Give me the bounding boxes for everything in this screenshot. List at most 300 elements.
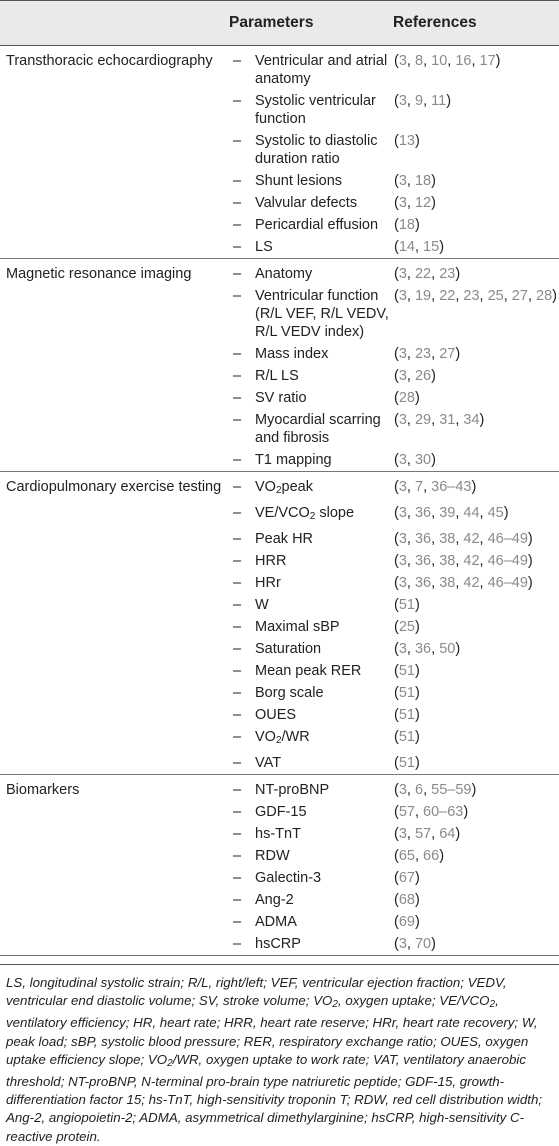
references-cell: (25) bbox=[394, 619, 420, 635]
parameter-label: Peak HR bbox=[255, 531, 314, 547]
dash-marker: – bbox=[233, 663, 242, 679]
footnote-divider bbox=[0, 964, 559, 965]
parameter-cell bbox=[225, 726, 390, 752]
table-row bbox=[0, 616, 559, 638]
reference-link[interactable]: 27 bbox=[439, 346, 456, 362]
references-cell: (68) bbox=[394, 892, 420, 908]
references-cell: (3, 7, 36–43) bbox=[394, 479, 477, 495]
parameter-label: Ventricular and atrial anatomy bbox=[255, 53, 388, 87]
parameter-label: Borg scale bbox=[255, 685, 324, 701]
parameter-label: T1 mapping bbox=[255, 452, 332, 468]
references-cell: (51) bbox=[394, 707, 420, 723]
parameter-cell bbox=[225, 214, 390, 236]
parameter-cell bbox=[225, 594, 390, 616]
parameter-label: LS bbox=[255, 239, 273, 255]
category-cell bbox=[0, 845, 225, 867]
dash-marker: – bbox=[233, 685, 242, 701]
references-cell: (3, 36, 38, 42, 46–49) bbox=[394, 575, 533, 591]
reference-link[interactable]: 3 bbox=[398, 412, 407, 428]
parameter-cell bbox=[225, 192, 390, 214]
reference-link[interactable]: 13 bbox=[398, 133, 415, 149]
section-2 bbox=[0, 472, 559, 775]
dash-marker: – bbox=[233, 173, 242, 189]
dash-marker: – bbox=[233, 641, 242, 657]
reference-link[interactable]: 36 bbox=[414, 641, 432, 657]
dash-marker: – bbox=[233, 452, 242, 468]
table-row bbox=[0, 867, 559, 889]
category-cell bbox=[0, 660, 225, 682]
dash-marker: – bbox=[233, 53, 242, 69]
table-row bbox=[0, 236, 559, 259]
reference-link[interactable]: 65 bbox=[398, 848, 415, 864]
dash-marker: – bbox=[233, 826, 242, 842]
parameter-label: hs-TnT bbox=[255, 826, 301, 842]
table-row bbox=[0, 170, 559, 192]
reference-link[interactable]: 23 bbox=[439, 266, 456, 282]
parameter-label: Saturation bbox=[255, 641, 322, 657]
reference-link[interactable]: 60–63 bbox=[423, 804, 464, 820]
reference-link[interactable]: 25 bbox=[398, 619, 415, 635]
reference-link[interactable]: 57 bbox=[398, 804, 415, 820]
table-row bbox=[0, 660, 559, 682]
references-cell: (51) bbox=[390, 752, 559, 775]
references-cell: (69) bbox=[394, 914, 420, 930]
references-cell: (67) bbox=[394, 870, 420, 886]
reference-link[interactable]: 18 bbox=[414, 173, 432, 189]
dash-marker: – bbox=[233, 892, 242, 908]
reference-link[interactable]: 27 bbox=[511, 288, 528, 304]
table-row bbox=[0, 704, 559, 726]
reference-link[interactable]: 3 bbox=[398, 53, 407, 69]
parameter-cell bbox=[225, 823, 390, 845]
reference-link[interactable]: 42 bbox=[463, 553, 480, 569]
category-cell bbox=[0, 572, 225, 594]
reference-link[interactable]: 51 bbox=[398, 663, 415, 679]
category-cell bbox=[0, 867, 225, 889]
references-cell: (65, 66) bbox=[394, 848, 445, 864]
reference-link[interactable]: 3 bbox=[398, 93, 407, 109]
reference-link[interactable]: 36 bbox=[414, 553, 432, 569]
reference-link[interactable]: 3 bbox=[398, 531, 407, 547]
table-footnote: LS, longitudinal systolic strain; R/L, right/left; VEF, ventricular ejection fraction; VEDV, ventricular end diastolic volume; SV, stroke volume; $VO_2$, oxygen uptake; $VE/VCO_2$, ventilatory efficiency; HR, heart rate; HRR, heart rate reserve; HRr, heart rate recovery; W, peak load; sBP, systolic blood pressure; RER, respiratory exchange ratio; OUES, oxygen uptake efficiency slope; $VO_2/WR$, oxygen uptake to work rate; VAT, ventilatory anaerobic threshold; NT-proBNP, N-terminal pro-brain type natriuretic peptide; GDF-15, growth-differentiation factor 15; hs-TnT, high-sensitivity troponin T; RDW, red cell distribution width; Ang-2, angiopoietin-2; ADMA, asymmetrical dimethylarginine; hsCRP, high-sensitivity C-reactive protein. bbox=[6, 975, 543, 1144]
references-cell: (3, 70) bbox=[390, 933, 559, 956]
reference-link[interactable]: 31 bbox=[439, 412, 456, 428]
references-cell: (28) bbox=[394, 390, 420, 406]
category-cell bbox=[0, 726, 225, 752]
dash-marker: – bbox=[233, 936, 242, 952]
dash-marker: – bbox=[233, 870, 242, 886]
category-cell: Transthoracic echocardiography bbox=[6, 53, 213, 69]
parameter-label: VAT bbox=[255, 755, 282, 771]
reference-link[interactable]: 44 bbox=[463, 505, 480, 521]
reference-link[interactable]: 51 bbox=[398, 729, 415, 745]
dash-marker: – bbox=[233, 729, 242, 745]
references-cell: (51) bbox=[394, 597, 420, 613]
category-cell bbox=[0, 889, 225, 911]
table-row bbox=[0, 594, 559, 616]
parameter-label: GDF-15 bbox=[255, 804, 307, 820]
reference-link[interactable]: 8 bbox=[414, 53, 424, 69]
reference-link[interactable]: 26 bbox=[414, 368, 432, 384]
parameter-cell bbox=[225, 616, 390, 638]
reference-link[interactable]: 29 bbox=[414, 412, 432, 428]
parameter-label: Shunt lesions bbox=[255, 173, 343, 189]
reference-link[interactable]: 36 bbox=[414, 575, 432, 591]
references-cell: (3, 6, 55–59) bbox=[394, 782, 477, 798]
parameter-cell bbox=[225, 365, 390, 387]
table-row bbox=[0, 502, 559, 528]
table-row bbox=[0, 550, 559, 572]
table-row bbox=[0, 752, 559, 775]
table-row bbox=[0, 911, 559, 933]
reference-link[interactable]: 68 bbox=[398, 892, 415, 908]
category-cell bbox=[0, 933, 225, 956]
category-cell bbox=[0, 528, 225, 550]
category-cell bbox=[0, 365, 225, 387]
dash-marker: – bbox=[233, 93, 242, 109]
reference-link[interactable]: 3 bbox=[398, 195, 407, 211]
parameter-cell bbox=[225, 911, 390, 933]
table-row bbox=[0, 192, 559, 214]
references-cell: (3, 30) bbox=[390, 449, 559, 472]
references-cell: (3, 36, 39, 44, 45) bbox=[394, 505, 509, 521]
table-row bbox=[0, 90, 559, 130]
category-cell bbox=[0, 682, 225, 704]
category-cell bbox=[0, 236, 225, 259]
dash-marker: – bbox=[233, 848, 242, 864]
parameter-cell bbox=[225, 170, 390, 192]
reference-link[interactable]: 38 bbox=[439, 553, 456, 569]
table-row bbox=[0, 726, 559, 752]
reference-link[interactable]: 3 bbox=[398, 479, 407, 495]
parameter-cell bbox=[225, 572, 390, 594]
references-cell: (13) bbox=[394, 133, 420, 149]
reference-link[interactable]: 3 bbox=[398, 173, 407, 189]
reference-link[interactable]: 46–49 bbox=[487, 553, 528, 569]
reference-link[interactable]: 55–59 bbox=[431, 782, 472, 798]
dash-marker: – bbox=[233, 914, 242, 930]
dash-marker: – bbox=[233, 368, 242, 384]
reference-link[interactable]: 39 bbox=[439, 505, 456, 521]
parameter-label: Ventricular function (R/L VEF, R/L VEDV, R/L VEDV index) bbox=[255, 288, 389, 340]
reference-link[interactable]: 3 bbox=[398, 936, 407, 952]
table-row bbox=[0, 472, 559, 503]
table-row bbox=[0, 409, 559, 449]
reference-link[interactable]: 3 bbox=[398, 368, 407, 384]
parameter-label: $VO_2/WR$ bbox=[255, 729, 310, 746]
parameter-cell bbox=[225, 343, 390, 365]
reference-link[interactable]: 46–49 bbox=[487, 575, 528, 591]
parameter-cell bbox=[225, 46, 390, 91]
category-cell: Magnetic resonance imaging bbox=[6, 266, 192, 282]
references-cell: (3, 18) bbox=[394, 173, 436, 189]
parameter-label: ADMA bbox=[255, 914, 297, 930]
references-cell: (51) bbox=[394, 685, 420, 701]
references-cell: (18) bbox=[394, 217, 420, 233]
table-header bbox=[0, 1, 559, 46]
dash-marker: – bbox=[233, 553, 242, 569]
header-category bbox=[0, 1, 225, 46]
reference-link[interactable]: 19 bbox=[414, 288, 432, 304]
parameter-cell bbox=[225, 801, 390, 823]
table-row bbox=[0, 889, 559, 911]
reference-link[interactable]: 9 bbox=[414, 93, 424, 109]
dash-marker: – bbox=[233, 412, 242, 428]
references-cell: (3, 36, 50) bbox=[394, 641, 461, 657]
parameter-label: SV ratio bbox=[255, 390, 307, 406]
reference-link[interactable]: 66 bbox=[423, 848, 440, 864]
parameter-label: $VO_2peak$ bbox=[255, 479, 313, 496]
reference-link[interactable]: 23 bbox=[463, 288, 480, 304]
reference-link[interactable]: 51 bbox=[398, 685, 415, 701]
references-cell: (3, 36, 38, 42, 46–49) bbox=[394, 531, 533, 547]
parameter-cell bbox=[225, 752, 390, 775]
parameter-label: NT-proBNP bbox=[255, 782, 330, 798]
dash-marker: – bbox=[233, 390, 242, 406]
parameter-cell bbox=[225, 775, 390, 802]
reference-link[interactable]: 3 bbox=[398, 782, 407, 798]
reference-link[interactable]: 3 bbox=[398, 826, 407, 842]
reference-link[interactable]: 25 bbox=[487, 288, 504, 304]
parameter-cell bbox=[225, 550, 390, 572]
dash-marker: – bbox=[233, 597, 242, 613]
parameter-label: Myocardial scarring and fibrosis bbox=[255, 412, 381, 446]
header-references: References bbox=[390, 1, 559, 46]
category-cell bbox=[0, 550, 225, 572]
category-cell bbox=[0, 214, 225, 236]
references-cell: (3, 19, 22, 23, 25, 27, 28) bbox=[394, 288, 557, 304]
reference-link[interactable]: 14 bbox=[398, 239, 415, 255]
category-cell bbox=[0, 343, 225, 365]
reference-link[interactable]: 28 bbox=[398, 390, 415, 406]
dash-marker: – bbox=[233, 619, 242, 635]
reference-link[interactable]: 6 bbox=[414, 782, 424, 798]
reference-link[interactable]: 51 bbox=[398, 755, 415, 771]
table-row bbox=[0, 449, 559, 472]
reference-link[interactable]: 64 bbox=[439, 826, 456, 842]
reference-link[interactable]: 42 bbox=[463, 531, 480, 547]
table-row bbox=[0, 285, 559, 343]
references-cell: (3, 57, 64) bbox=[394, 826, 461, 842]
category-cell bbox=[0, 449, 225, 472]
reference-link[interactable]: 51 bbox=[398, 707, 415, 723]
category-cell bbox=[0, 823, 225, 845]
parameter-label: R/L LS bbox=[255, 368, 299, 384]
dash-marker: – bbox=[233, 804, 242, 820]
parameter-cell bbox=[225, 472, 390, 503]
reference-link[interactable]: 3 bbox=[398, 346, 407, 362]
parameter-label: Pericardial effusion bbox=[255, 217, 379, 233]
dash-marker: – bbox=[233, 195, 242, 211]
reference-link[interactable]: 28 bbox=[536, 288, 553, 304]
table-row bbox=[0, 933, 559, 956]
references-cell: (3, 8, 10, 16, 17) bbox=[394, 53, 501, 69]
table-row bbox=[0, 259, 559, 286]
dash-marker: – bbox=[233, 288, 242, 304]
table-row bbox=[0, 823, 559, 845]
references-cell: (3, 23, 27) bbox=[394, 346, 461, 362]
references-cell: (51) bbox=[394, 663, 420, 679]
dash-marker: – bbox=[233, 505, 242, 521]
dash-marker: – bbox=[233, 266, 242, 282]
dash-marker: – bbox=[233, 782, 242, 798]
references-cell: (3, 36, 38, 42, 46–49) bbox=[394, 553, 533, 569]
header-parameters: Parameters bbox=[225, 1, 390, 46]
reference-link[interactable]: 70 bbox=[414, 936, 432, 952]
category-cell bbox=[0, 90, 225, 130]
category-cell bbox=[0, 911, 225, 933]
parameter-label: hsCRP bbox=[255, 936, 301, 952]
table-row bbox=[0, 528, 559, 550]
reference-link[interactable]: 18 bbox=[398, 217, 415, 233]
reference-link[interactable]: 30 bbox=[414, 452, 432, 468]
category-cell bbox=[0, 192, 225, 214]
parameter-label: Valvular defects bbox=[255, 195, 358, 211]
category-cell bbox=[0, 502, 225, 528]
reference-link[interactable]: 34 bbox=[463, 412, 480, 428]
table-row bbox=[0, 365, 559, 387]
dash-marker: – bbox=[233, 707, 242, 723]
parameter-cell bbox=[225, 660, 390, 682]
dash-marker: – bbox=[233, 531, 242, 547]
reference-link[interactable]: 67 bbox=[398, 870, 415, 886]
reference-link[interactable]: 22 bbox=[439, 288, 456, 304]
references-cell: (51) bbox=[394, 729, 420, 745]
reference-link[interactable]: 3 bbox=[398, 575, 407, 591]
reference-link[interactable]: 36 bbox=[414, 531, 432, 547]
table-row bbox=[0, 682, 559, 704]
reference-link[interactable]: 3 bbox=[398, 288, 407, 304]
section-3 bbox=[0, 775, 559, 956]
category-cell bbox=[0, 752, 225, 775]
dash-marker: – bbox=[233, 239, 242, 255]
category-cell bbox=[0, 285, 225, 343]
parameter-cell bbox=[225, 130, 390, 170]
references-cell: (3, 26) bbox=[394, 368, 436, 384]
parameter-cell bbox=[225, 90, 390, 130]
reference-link[interactable]: 3 bbox=[398, 553, 407, 569]
reference-link[interactable]: 3 bbox=[398, 452, 407, 468]
reference-link[interactable]: 15 bbox=[423, 239, 440, 255]
references-cell: (57, 60–63) bbox=[394, 804, 469, 820]
parameter-cell bbox=[225, 638, 390, 660]
reference-link[interactable]: 23 bbox=[414, 346, 432, 362]
reference-link[interactable]: 51 bbox=[398, 597, 415, 613]
table-row bbox=[0, 572, 559, 594]
references-cell: (3, 9, 11) bbox=[394, 93, 452, 109]
parameter-cell bbox=[225, 933, 390, 956]
parameter-cell bbox=[225, 449, 390, 472]
parameter-label: $VE/VCO_2$ slope bbox=[255, 505, 355, 522]
parameter-label: Mean peak RER bbox=[255, 663, 362, 679]
category-cell bbox=[0, 801, 225, 823]
reference-link[interactable]: 36 bbox=[414, 505, 432, 521]
parameter-label: HRR bbox=[255, 553, 287, 569]
category-cell bbox=[0, 616, 225, 638]
parameter-cell bbox=[225, 236, 390, 259]
reference-link[interactable]: 12 bbox=[414, 195, 432, 211]
parameter-cell bbox=[225, 845, 390, 867]
reference-link[interactable]: 3 bbox=[398, 505, 407, 521]
reference-link[interactable]: 38 bbox=[439, 531, 456, 547]
section-0 bbox=[0, 46, 559, 259]
table-row bbox=[0, 214, 559, 236]
parameter-cell bbox=[225, 682, 390, 704]
reference-link[interactable]: 3 bbox=[398, 266, 407, 282]
reference-link[interactable]: 46–49 bbox=[487, 531, 528, 547]
dash-marker: – bbox=[233, 575, 242, 591]
references-cell: (3, 12) bbox=[394, 195, 436, 211]
reference-link[interactable]: 10 bbox=[431, 53, 448, 69]
reference-link[interactable]: 69 bbox=[398, 914, 415, 930]
reference-link[interactable]: 38 bbox=[439, 575, 456, 591]
parameter-cell bbox=[225, 502, 390, 528]
reference-link[interactable]: 50 bbox=[439, 641, 456, 657]
table-row bbox=[0, 845, 559, 867]
category-cell: Biomarkers bbox=[6, 782, 80, 798]
reference-link[interactable]: 7 bbox=[414, 479, 424, 495]
table-row bbox=[0, 130, 559, 170]
parameter-label: Systolic ventricular function bbox=[255, 93, 376, 127]
parameter-label: RDW bbox=[255, 848, 290, 864]
category-cell bbox=[0, 170, 225, 192]
dash-marker: – bbox=[233, 217, 242, 233]
parameter-label: HRr bbox=[255, 575, 281, 591]
category-cell bbox=[0, 638, 225, 660]
references-cell: (3, 29, 31, 34) bbox=[394, 412, 485, 428]
reference-link[interactable]: 22 bbox=[414, 266, 432, 282]
reference-link[interactable]: 36–43 bbox=[431, 479, 472, 495]
parameter-cell bbox=[225, 285, 390, 343]
parameter-cell bbox=[225, 704, 390, 726]
table-row bbox=[0, 775, 559, 802]
dash-marker: – bbox=[233, 755, 242, 771]
table-row bbox=[0, 46, 559, 91]
references-cell: (14, 15) bbox=[390, 236, 559, 259]
parameter-cell bbox=[225, 528, 390, 550]
table-row bbox=[0, 343, 559, 365]
category-cell bbox=[0, 409, 225, 449]
parameter-label: W bbox=[255, 597, 269, 613]
reference-link[interactable]: 57 bbox=[414, 826, 432, 842]
reference-link[interactable]: 16 bbox=[455, 53, 472, 69]
reference-link[interactable]: 3 bbox=[398, 641, 407, 657]
category-cell bbox=[0, 387, 225, 409]
dash-marker: – bbox=[233, 479, 242, 495]
parameter-label: Ang-2 bbox=[255, 892, 294, 908]
reference-link[interactable]: 45 bbox=[487, 505, 504, 521]
category-cell bbox=[0, 594, 225, 616]
category-cell bbox=[0, 130, 225, 170]
parameter-label: Galectin-3 bbox=[255, 870, 322, 886]
parameter-cell bbox=[225, 867, 390, 889]
section-1 bbox=[0, 259, 559, 472]
category-cell: Cardiopulmonary exercise testing bbox=[6, 479, 222, 495]
dash-marker: – bbox=[233, 133, 242, 149]
parameter-label: OUES bbox=[255, 707, 297, 723]
parameter-cell bbox=[225, 259, 390, 286]
reference-link[interactable]: 42 bbox=[463, 575, 480, 591]
references-cell: (3, 22, 23) bbox=[394, 266, 461, 282]
parameter-cell bbox=[225, 387, 390, 409]
reference-link[interactable]: 17 bbox=[479, 53, 496, 69]
table-row bbox=[0, 801, 559, 823]
parameter-label: Anatomy bbox=[255, 266, 313, 282]
parameter-label: Maximal sBP bbox=[255, 619, 340, 635]
reference-link[interactable]: 11 bbox=[431, 93, 447, 109]
dash-marker: – bbox=[233, 346, 242, 362]
category-cell bbox=[0, 704, 225, 726]
